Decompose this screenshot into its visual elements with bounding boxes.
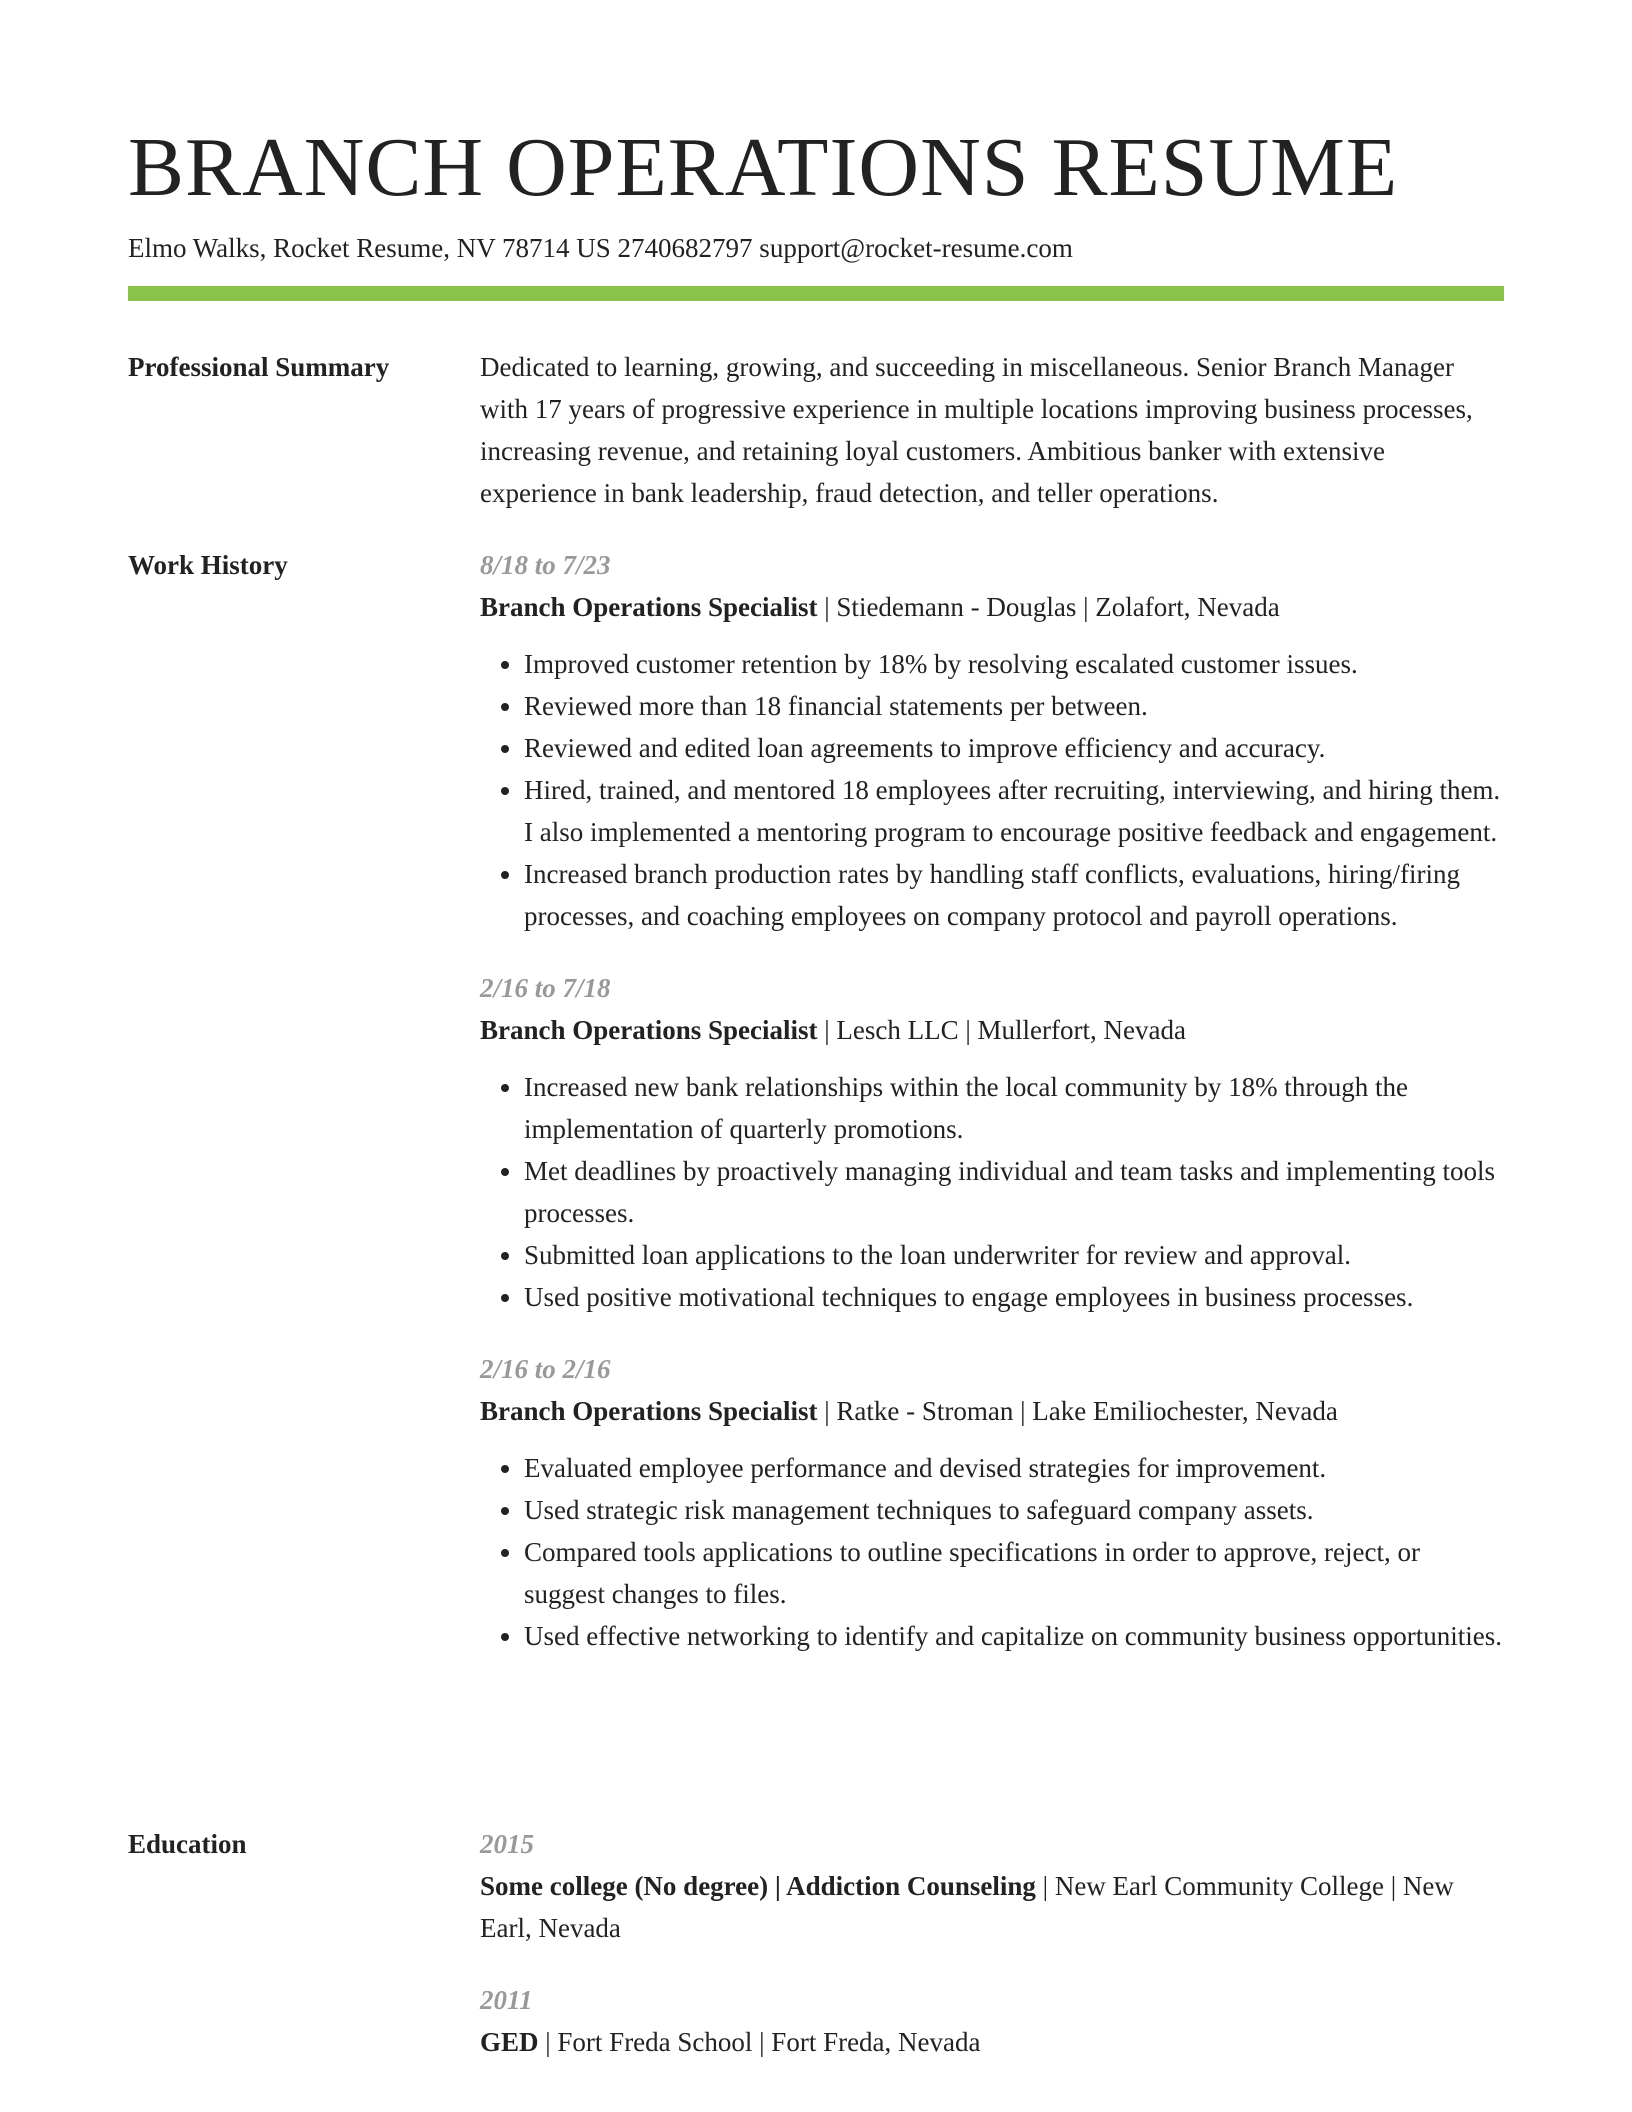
job-dates: 2/16 to 7/18 [480, 973, 611, 1003]
list-item: • Increased new bank relationships within the local community by 18% through the implementation of quarterly promotions. [524, 1066, 1504, 1150]
job-heading [480, 1390, 1504, 1432]
education-entry [480, 1823, 1504, 1949]
summary-text: Dedicated to learning, growing, and succeeding in miscellaneous. Senior Branch Manager with 17 years of progressive experience in multiple locations improving business processes, increasing revenue, and retaining loyal customers. Ambitious banker with extensive experience in bank leadership, fraud detection, and teller operations. [480, 352, 1473, 508]
education-title: Some college (No degree) | Addiction Counseling [480, 1871, 1036, 1901]
list-item: • Evaluated employee performance and devised strategies for improvement. [524, 1447, 1504, 1489]
summary-body [480, 346, 1504, 514]
job-bullets [480, 643, 1504, 937]
list-item: • Compared tools applications to outline specifications in order to approve, reject, or suggest changes to files. [524, 1531, 1504, 1615]
education-title: GED [480, 2027, 539, 2057]
education-heading [480, 2021, 1504, 2063]
job-entry [480, 1348, 1504, 1657]
job-title: Branch Operations Specialist [480, 592, 818, 622]
header-divider [128, 286, 1504, 301]
education-body [480, 1823, 1504, 2063]
list-item: • Used strategic risk management techniques to safeguard company assets. [524, 1489, 1504, 1531]
work-history-body [480, 544, 1504, 1657]
list-item: • Hired, trained, and mentored 18 employees after recruiting, interviewing, and hiring them. I also implemented a mentoring program to encourage positive feedback and engagement. [524, 769, 1504, 853]
job-title: Branch Operations Specialist [480, 1396, 818, 1426]
job-bullets [480, 1447, 1504, 1657]
job-heading [480, 1009, 1504, 1051]
job-employer-location: | Ratke - Stroman | Lake Emiliochester, Nevada [817, 1396, 1338, 1426]
list-item: • Increased branch production rates by handling staff conflicts, evaluations, hiring/firing processes, and coaching employees on company protocol and payroll operations. [524, 853, 1504, 937]
job-employer-location: | Lesch LLC | Mullerfort, Nevada [817, 1015, 1186, 1045]
job-dates: 2/16 to 2/16 [480, 1354, 611, 1384]
job-dates: 8/18 to 7/23 [480, 550, 611, 580]
list-item: • Improved customer retention by 18% by resolving escalated customer issues. [524, 643, 1504, 685]
job-bullets [480, 1066, 1504, 1318]
resume-title: BRANCH OPERATIONS RESUME [128, 121, 1399, 214]
education-label: Education [128, 1829, 247, 1859]
list-item: • Used positive motivational techniques to engage employees in business processes. [524, 1276, 1504, 1318]
job-heading [480, 586, 1504, 628]
education-school-location: | New Earl Community College | New Earl, Nevada [480, 1871, 1454, 1943]
list-item: • Reviewed more than 18 financial statements per between. [524, 685, 1504, 727]
work-history-label: Work History [128, 550, 288, 580]
job-employer-location: | Stiedemann - Douglas | Zolafort, Nevada [817, 592, 1280, 622]
list-item: • Submitted loan applications to the loan underwriter for review and approval. [524, 1234, 1504, 1276]
job-entry [480, 544, 1504, 937]
education-school-location: | Fort Freda School | Fort Freda, Nevada [538, 2027, 981, 2057]
education-date: 2011 [480, 1985, 533, 2015]
list-item: • Reviewed and edited loan agreements to improve efficiency and accuracy. [524, 727, 1504, 769]
education-heading [480, 1865, 1504, 1949]
education-date: 2015 [480, 1829, 534, 1859]
education-entry [480, 1979, 1504, 2063]
list-item: • Used effective networking to identify and capitalize on community business opportunities. [524, 1615, 1504, 1657]
job-entry [480, 967, 1504, 1318]
contact-line: Elmo Walks, Rocket Resume, NV 78714 US 2740682797 support@rocket-resume.com [128, 233, 1073, 263]
list-item: • Met deadlines by proactively managing individual and team tasks and implementing tools processes. [524, 1150, 1504, 1234]
summary-label: Professional Summary [128, 352, 390, 382]
job-title: Branch Operations Specialist [480, 1015, 818, 1045]
